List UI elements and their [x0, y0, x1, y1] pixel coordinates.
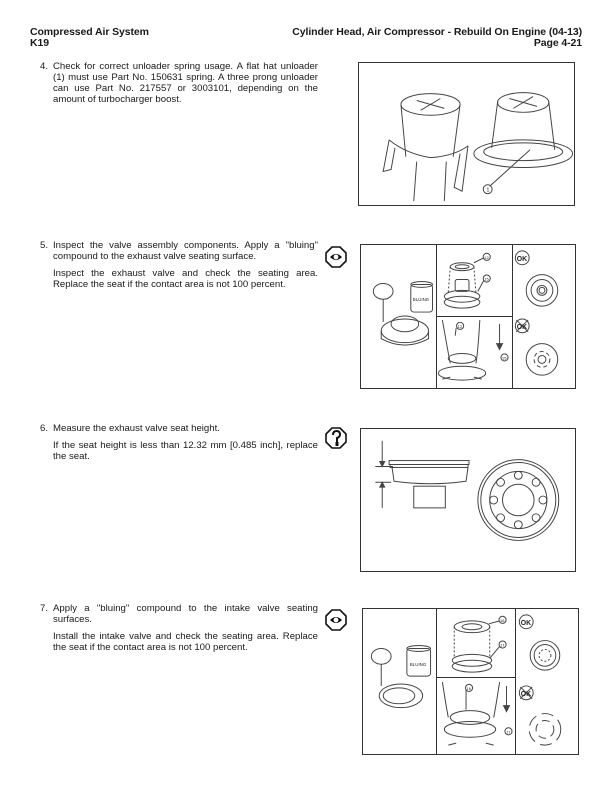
- step-text: If the seat height is less than 12.32 mm [0.485 inch], replace the seat.: [53, 440, 318, 462]
- valve-seat-illustration: [361, 429, 575, 571]
- svg-text:17: 17: [500, 642, 505, 648]
- engine-model: K19: [30, 37, 49, 49]
- step-number: 4.: [40, 61, 49, 72]
- step-text: Apply a "bluing" compound to the intake valve seating surfaces.: [53, 603, 318, 625]
- svg-text:12: 12: [484, 254, 489, 260]
- page-header-right: [292, 27, 582, 49]
- inspect-eye-icon: [325, 609, 347, 631]
- svg-text:16: 16: [466, 685, 471, 691]
- section-title: Compressed Air System: [30, 26, 149, 38]
- svg-text:15: 15: [484, 276, 489, 282]
- svg-text:OK: OK: [516, 255, 528, 263]
- figure-seat-height: [360, 428, 576, 572]
- step-text: Inspect the valve assembly components. Apply a "bluing" compound to the exhaust valve seating surface.: [53, 240, 318, 262]
- step-text: Check for correct unloader spring usage. A flat hat unloader (1) must use Part No. 150631 spring. A three prong unloader can use Part No. 217557 or 3003101, depending on the amount of turbocharger boost.: [53, 61, 318, 105]
- step-7: [40, 603, 318, 659]
- step-number: 5.: [40, 240, 49, 251]
- step-text: Measure the exhaust valve seat height.: [53, 423, 220, 434]
- inspect-eye-icon: [325, 246, 347, 268]
- exhaust-valve-illustration: [361, 245, 575, 388]
- svg-text:BLUING: BLUING: [412, 297, 430, 303]
- svg-text:1: 1: [486, 187, 490, 194]
- svg-text:OK: OK: [520, 690, 532, 698]
- svg-text:12: 12: [457, 323, 463, 329]
- step-text: Install the intake valve and check the seating area. Replace the seat if the contact area is not 100 percent.: [53, 631, 318, 653]
- step-number: 6.: [40, 423, 49, 434]
- svg-text:BLUING: BLUING: [409, 662, 427, 668]
- step-4: [40, 61, 318, 111]
- svg-text:17: 17: [506, 729, 511, 735]
- svg-text:16: 16: [500, 617, 505, 623]
- step-text: Inspect the exhaust valve and check the seating area. Replace the seat if the contact area is not 100 percent.: [53, 268, 318, 290]
- figure-intake-valve-inspection: [362, 608, 579, 755]
- page-number: Page 4-21: [533, 37, 582, 49]
- svg-text:15: 15: [502, 355, 507, 361]
- unloader-illustration: [359, 63, 574, 205]
- page-header-left: [30, 27, 149, 49]
- step-6: [40, 423, 318, 468]
- svg-text:OK: OK: [520, 619, 532, 627]
- intake-valve-illustration: [363, 609, 578, 754]
- figure-unloaders: [358, 62, 575, 206]
- step-5: [40, 240, 318, 296]
- step-number: 7.: [40, 603, 49, 614]
- svg-text:OK: OK: [516, 323, 528, 331]
- figure-exhaust-valve-inspection: [360, 244, 576, 389]
- measure-question-icon: [325, 427, 347, 449]
- procedure-title: Cylinder Head, Air Compressor - Rebuild On Engine (04-13): [292, 26, 582, 38]
